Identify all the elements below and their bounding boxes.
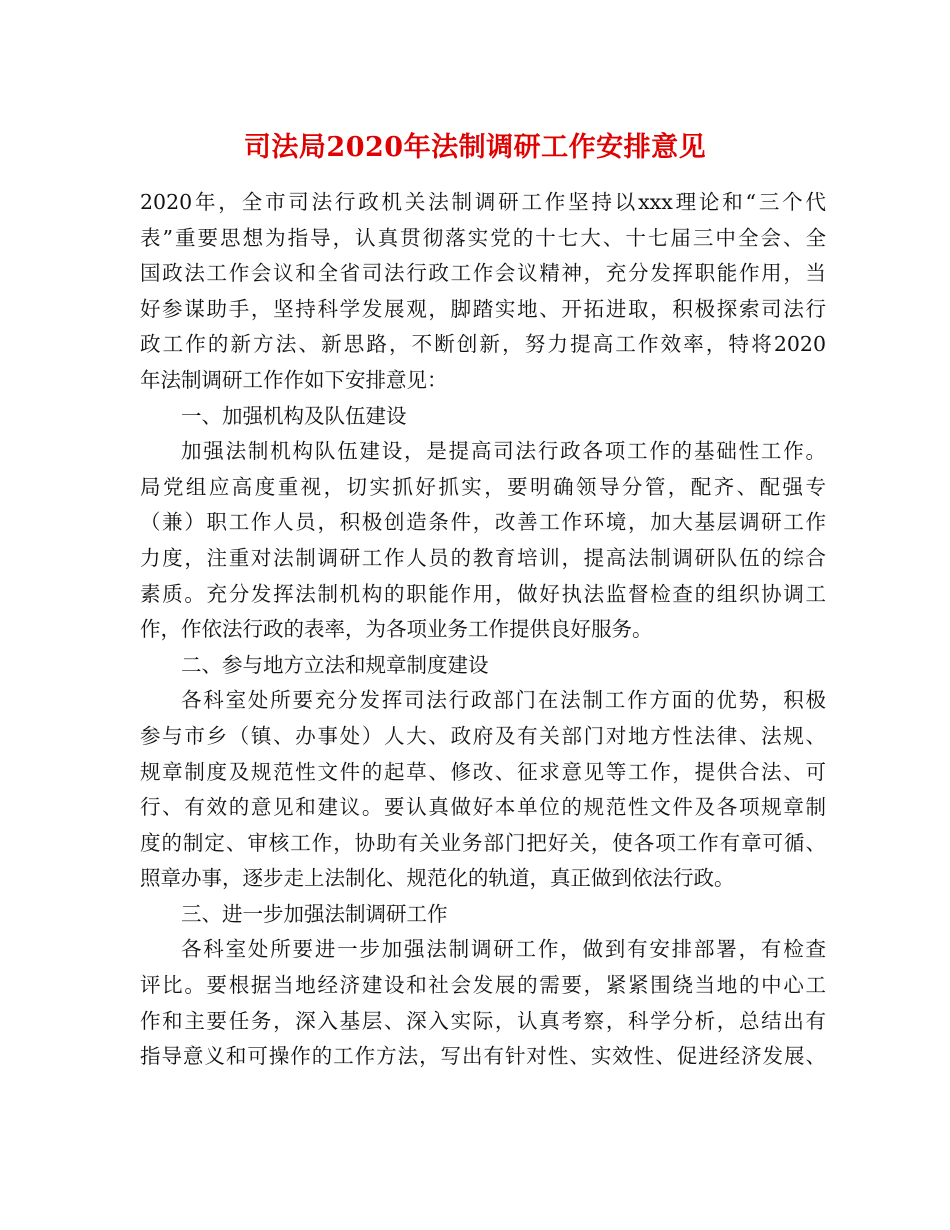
text-line: 素质。充分发挥法制机构的职能作用，做好执法监督检查的组织协调工 bbox=[140, 581, 826, 606]
text-line: 政工作的新方法、新思路，不断创新，努力提高工作效率，特将2020 bbox=[140, 332, 826, 357]
text-line: 参与市乡（镇、办事处）人大、政府及有关部门对地方性法律、法规、 bbox=[140, 723, 826, 748]
document-title: 司法局2020年法制调研工作安排意见 bbox=[243, 132, 707, 163]
text-line: 好参谋助手，坚持科学发展观，脚踏实地、开拓进取，积极探索司法行 bbox=[140, 296, 826, 321]
text-line: 年法制调研工作作如下安排意见： bbox=[140, 367, 448, 392]
text-line: （兼）职工作人员，积极创造条件，改善工作环境，加大基层调研工作 bbox=[140, 510, 826, 535]
text-line: 国政法工作会议和全省司法行政工作会议精神，充分发挥职能作用，当 bbox=[140, 261, 826, 286]
text-line: 规章制度及规范性文件的起草、修改、征求意见等工作，提供合法、可 bbox=[140, 759, 826, 784]
text-line: 各科室处所要充分发挥司法行政部门在法制工作方面的优势，积极 bbox=[181, 688, 826, 713]
text-line: 指导意义和可操作的工作方法，写出有针对性、实效性、促进经济发展、 bbox=[140, 1044, 826, 1069]
text-line: 表”重要思想为指导，认真贯彻落实党的十七大、十七届三中全会、全 bbox=[140, 225, 826, 250]
text-line: 度的制定、审核工作，协助有关业务部门把好关，使各项工作有章可循、 bbox=[140, 830, 826, 855]
text-line: 照章办事，逐步走上法制化、规范化的轨道，真正做到依法行政。 bbox=[140, 866, 735, 891]
text-line: 力度，注重对法制调研工作人员的教育培训，提高法制调研队伍的综合 bbox=[140, 545, 826, 570]
text-line: 三、进一步加强法制调研工作 bbox=[181, 901, 448, 926]
text-line: 加强法制机构队伍建设，是提高司法行政各项工作的基础性工作。 bbox=[181, 439, 826, 464]
text-line: 评比。要根据当地经济建设和社会发展的需要，紧紧围绕当地的中心工 bbox=[140, 973, 826, 998]
text-line: 2020年，全市司法行政机关法制调研工作坚持以xxx理论和“三个代 bbox=[140, 190, 826, 214]
document-body bbox=[140, 185, 826, 1075]
text-line: 各科室处所要进一步加强法制调研工作，做到有安排部署，有检查 bbox=[181, 937, 826, 962]
text-line: 行、有效的意见和建议。要认真做好本单位的规范性文件及各项规章制 bbox=[140, 795, 826, 820]
text-line: 二、参与地方立法和规章制度建设 bbox=[181, 652, 489, 677]
text-line: 作和主要任务，深入基层、深入实际，认真考察，科学分析，总结出有 bbox=[140, 1008, 826, 1033]
text-line: 一、加强机构及队伍建设 bbox=[181, 403, 407, 428]
text-line: 作，作依法行政的表率，为各项业务工作提供良好服务。 bbox=[140, 617, 653, 642]
text-line: 局党组应高度重视，切实抓好抓实，要明确领导分管，配齐、配强专 bbox=[140, 474, 826, 499]
